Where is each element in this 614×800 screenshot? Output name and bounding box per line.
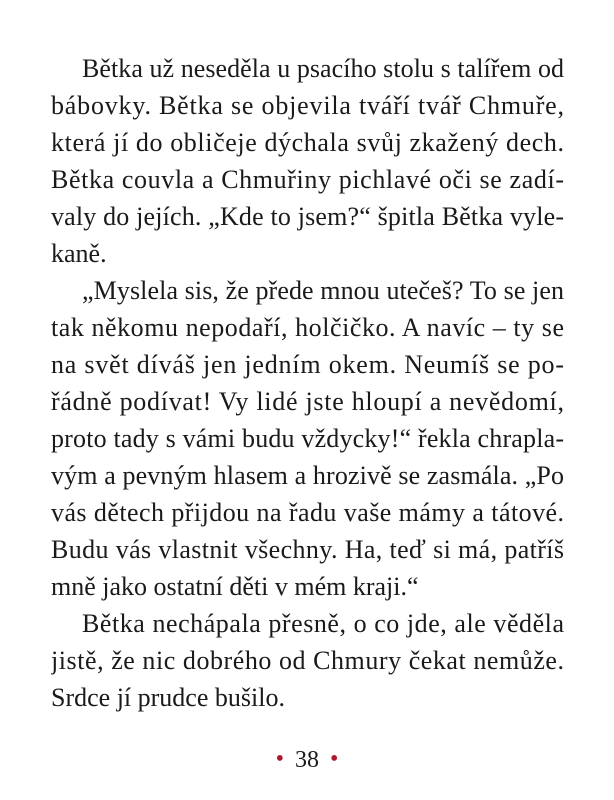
svg-text:„Myslela sis, že přede mnou ut: „Myslela sis, že přede mnou utečeš? To se jen bbox=[82, 276, 564, 305]
text-line bbox=[51, 344, 564, 381]
svg-text:vým a pevným hlasem a hrozivě: vým a pevným hlasem a hrozivě se zasmála. „Po bbox=[51, 461, 564, 490]
svg-text:mně jako ostatní děti v mém kr: mně jako ostatní děti v mém kraji.“ bbox=[51, 572, 419, 601]
svg-text:která jí do obličeje dýchala s: která jí do obličeje dýchala svůj zkažený dech. bbox=[51, 128, 564, 157]
svg-text:bábovky. Bětka se objevila tvá: bábovky. Bětka se objevila tváří tvář Chmuře, bbox=[51, 91, 564, 120]
footer-ornament-dot-left: • bbox=[275, 746, 284, 772]
svg-text:tak někomu nepodaří, holčičko.: tak někomu nepodaří, holčičko. A navíc – ty se bbox=[51, 313, 564, 342]
text-line bbox=[51, 640, 564, 677]
text-line bbox=[51, 85, 564, 122]
svg-text:řádně podívat! Vy lidé jste hl: řádně podívat! Vy lidé jste hloupí a nevědomí, bbox=[51, 387, 564, 416]
text-line bbox=[51, 196, 564, 233]
text-line bbox=[51, 566, 564, 603]
text-line bbox=[51, 122, 564, 159]
svg-text:Bětka couvla a Chmuřiny pichla: Bětka couvla a Chmuřiny pichlavé oči se zadí- bbox=[51, 165, 564, 194]
text-line bbox=[51, 48, 564, 85]
text-line bbox=[51, 307, 564, 344]
text-line bbox=[51, 529, 564, 566]
text-line bbox=[51, 381, 564, 418]
page-number: 38 bbox=[295, 747, 319, 773]
text-line bbox=[51, 233, 564, 270]
svg-text:na svět díváš jen jedním okem.: na svět díváš jen jedním okem. Neumíš se po- bbox=[51, 350, 564, 379]
footer-ornament-dot-right: • bbox=[330, 746, 339, 772]
text-line bbox=[51, 677, 564, 714]
page-footer bbox=[0, 744, 614, 776]
text-line bbox=[51, 270, 564, 307]
svg-text:Srdce jí prudce bušilo.: Srdce jí prudce bušilo. bbox=[51, 683, 285, 712]
svg-text:kaně.: kaně. bbox=[51, 239, 107, 268]
text-line bbox=[51, 159, 564, 196]
svg-text:jistě, že nic dobrého od Chmur: jistě, že nic dobrého od Chmury čekat nemůže. bbox=[51, 646, 564, 675]
svg-text:Budu vás vlastnit všechny. Ha,: Budu vás vlastnit všechny. Ha, teď si má, patříš bbox=[51, 535, 564, 564]
text-line bbox=[51, 603, 564, 640]
text-line bbox=[51, 492, 564, 529]
svg-text:Bětka už neseděla u psacího st: Bětka už neseděla u psacího stolu s talířem od bbox=[82, 54, 564, 83]
text-line bbox=[51, 455, 564, 492]
svg-text:valy do jejích. „Kde to jsem?“: valy do jejích. „Kde to jsem?“ špitla Bětka vyle- bbox=[51, 202, 564, 231]
svg-text:Bětka nechápala přesně, o co j: Bětka nechápala přesně, o co jde, ale věděla bbox=[82, 609, 564, 638]
svg-text:vás dětech přijdou na řadu vaš: vás dětech přijdou na řadu vaše mámy a tátové. bbox=[51, 498, 564, 527]
text-block bbox=[51, 48, 564, 714]
text-line bbox=[51, 418, 564, 455]
svg-text:proto tady s vámi budu vždycky: proto tady s vámi budu vždycky!“ řekla chrapla- bbox=[51, 424, 564, 453]
